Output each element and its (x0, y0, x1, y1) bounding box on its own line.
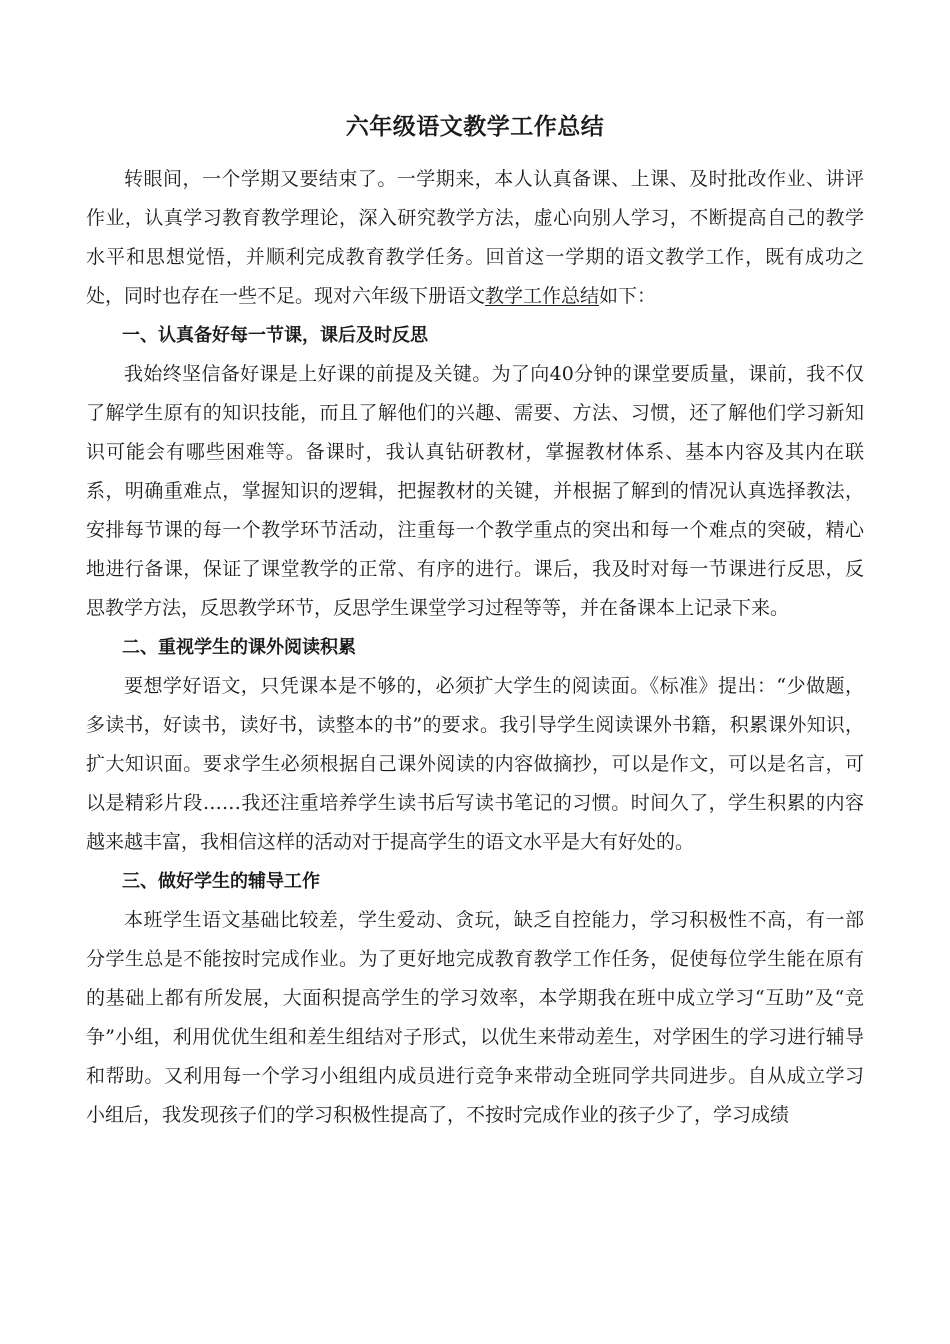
section-paragraph-3: 本班学生语文基础比较差，学生爱动、贪玩，缺乏自控能力，学习积极性不高，有一部分学生总是不能按时完成作业。为了更好地完成教育教学工作任务，促使每位学生能在原有的基础上都有所发展，大面积提高学生的学习效率，本学期我在班中成立学习“互助”及“竞争”小组，利用优优生组和差生组结对子形式，以优生来带动差生，对学困生的学习进行辅导和帮助。又利用每一个学习小组组内成员进行竞争来带动全班同学共同进步。自从成立学习小组后，我发现孩子们的学习积极性提高了，不按时完成作业的孩子少了，学习成绩 (86, 909, 864, 1126)
section-paragraph-1: 我始终坚信备好课是上好课的前提及关键。为了向40分钟的课堂要质量，课前，我不仅了解学生原有的知识技能，而且了解他们的兴趣、需要、方法、习惯，还了解他们学习新知识可能会有哪些困难等。备课时，我认真钻研教材，掌握教材体系、基本内容及其内在联系，明确重难点，掌握知识的逻辑，把握教材的关键，并根据了解到的情况认真选择教法，安排每节课的每一个教学环节活动，注重每一个教学重点的突出和每一个难点的突破，精心地进行备课，保证了课堂教学的正常、有序的进行。课后，我及时对每一节课进行反思，反思教学方法，反思教学环节，反思学生课堂学习过程等等，并在备课本上记录下来。 (86, 363, 864, 619)
section-heading-1: 一、认真备好每一节课，课后及时反思 (122, 325, 428, 346)
intro-ending: 如下： (599, 285, 657, 307)
document-page (86, 112, 864, 1135)
document-title: 六年级语文教学工作总结 (345, 113, 605, 140)
intro-paragraph (86, 160, 864, 316)
section-paragraph-2: 要想学好语文，只凭课本是不够的，必须扩大学生的阅读面。《标准》提出：“少做题，多读书，好读书，读好书，读整本的书”的要求。我引导学生阅读课外书籍，积累课外知识，扩大知识面。要求学生必须根据自己课外阅读的内容做摘抄，可以是作文，可以是名言，可以是精彩片段……我还注重培养学生读书后写读书笔记的习惯。时间久了，学生积累的内容越来越丰富，我相信这样的活动对于提高学生的语文水平是大有好处的。 (86, 675, 864, 853)
summary-link[interactable]: 教学工作总结 (485, 285, 600, 307)
section-heading-2: 二、重视学生的课外阅读积累 (122, 637, 356, 658)
section-heading-3: 三、做好学生的辅导工作 (122, 871, 320, 892)
intro-text: 转眼间，一个学期又要结束了。一学期来，本人认真备课、上课、及时批改作业、讲评作业，认真学习教育教学理论，深入研究教学方法，虚心向别人学习，不断提高自己的教学水平和思想觉悟，并顺利完成教育教学任务。回首这一学期的语文教学工作，既有成功之处，同时也存在一些不足。现对六年级下册语文 (86, 168, 864, 307)
